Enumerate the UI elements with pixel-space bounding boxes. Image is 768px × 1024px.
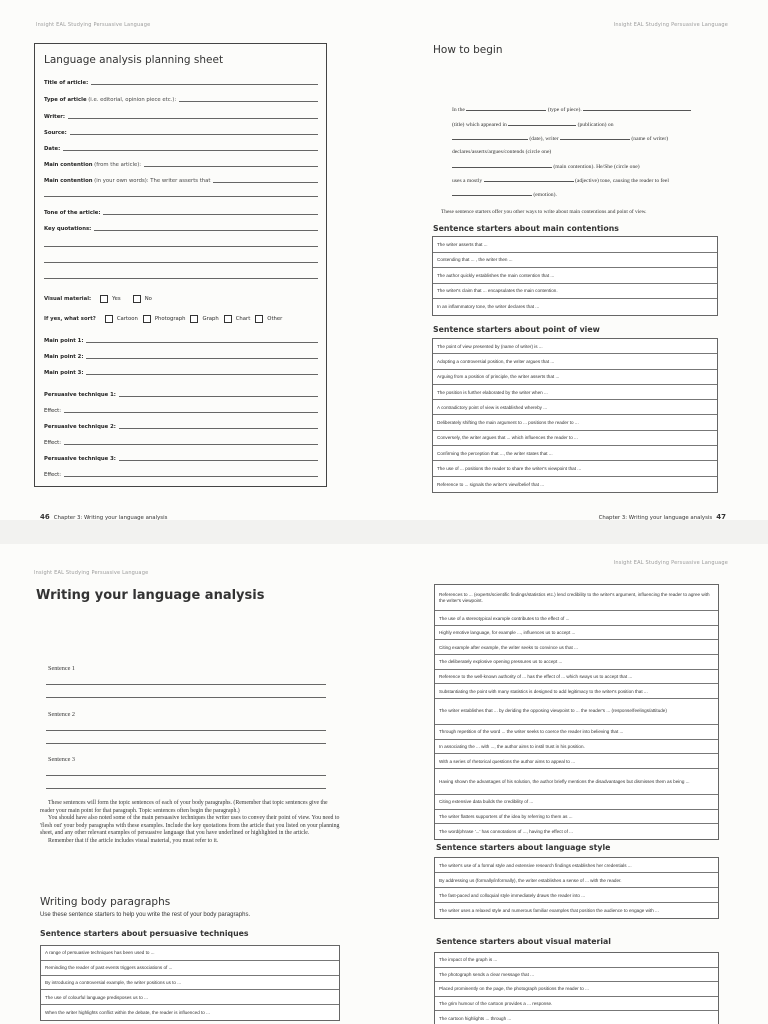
sentence-starter-row: Reminding the reader of past events triggers associations of ... (41, 961, 339, 976)
field-main-point-1[interactable]: Main point 1: (44, 334, 318, 344)
sentence-starter-row: Placed prominently on the page, the photograph positions the reader to ... (435, 982, 718, 997)
page-46 (0, 0, 384, 520)
sentence-starter-row: Citing example after example, the writer seeks to convince us that ... (435, 640, 718, 655)
sentence-starter-row: Reference to the well-known authority of ... has the effect of ... which sways us to accept that ... (435, 670, 718, 685)
answer-line[interactable] (46, 775, 326, 776)
point-of-view-heading: Sentence starters about point of view (433, 325, 600, 334)
sentence-1-label: Sentence 1 (48, 665, 75, 672)
sentence-starter-row: The author quickly establishes the main contention that ... (433, 268, 717, 284)
visual-type-row: If yes, what sort? Cartoon Photograph Graph Chart Other (44, 316, 283, 322)
page-footer: 46 Chapter 3: Writing your language analysis (40, 513, 168, 520)
answer-line[interactable] (46, 730, 326, 731)
field-effect-2[interactable]: Effect: (44, 436, 318, 446)
sentence-starter-row: The use of a stereotypical example contributes to the effect of ... (435, 611, 718, 626)
sentence-starter-row: The grim humour of the cartoon provides a ... response. (435, 997, 718, 1012)
visual-material-table (434, 952, 719, 1024)
sentence-starter-row: Conversely, the writer argues that ... which influences the reader to ... (433, 431, 717, 446)
visual-material-row: Visual material: Yes No (44, 296, 152, 302)
field-main-point-3[interactable]: Main point 3: (44, 366, 318, 376)
field-effect-3[interactable]: Effect: (44, 468, 318, 478)
sentence-starter-row: Citing extensive data builds the credibility of ... (435, 795, 718, 810)
sentence-starter-row: Adopting a controversial position, the writer argues that ... (433, 354, 717, 369)
field-date[interactable]: Date: (44, 142, 318, 152)
field-main-contention[interactable]: Main contention (from the article): (44, 158, 318, 168)
running-head: Insight EAL Studying Persuasive Language (613, 560, 728, 566)
answer-line[interactable] (46, 743, 326, 744)
template-line-5: (main contention). He/She (circle one) (452, 163, 640, 170)
writing-body-paragraphs-subtitle: Use these sentence starters to help you write the rest of your body paragraphs. (40, 912, 251, 918)
template-line-3: (date), writer (name of writer) (452, 135, 668, 142)
sentence-starter-row: The position is further elaborated by the writer when ... (433, 385, 717, 400)
cartoon-checkbox[interactable] (105, 315, 113, 323)
planning-sheet (34, 43, 327, 487)
yes-checkbox[interactable] (100, 295, 108, 303)
main-contentions-table (432, 236, 718, 316)
language-style-heading: Sentence starters about language style (436, 843, 611, 852)
field-effect-1[interactable]: Effect: (44, 404, 318, 414)
field-technique-1[interactable]: Persuasive technique 1: (44, 388, 318, 398)
sentence-starter-row: References to ... (experts/scientific findings/statistics etc.) lend credibility to the writer's argument, influencing the reader to agree with the writer's viewpoint. (435, 585, 718, 611)
techniques-heading: Sentence starters about persuasive techniques (40, 929, 249, 938)
field-tone[interactable]: Tone of the article: (44, 206, 318, 216)
sentence-starter-row: The writer establishes that ... by deriding the opposing viewpoint to ... the reader's ... (response/feelings/attitude) (435, 699, 718, 725)
running-head: Insight EAL Studying Persuasive Language (34, 570, 149, 576)
sentence-starter-row: The writer's use of a formal style and extensive research findings establishes her credentials ... (435, 858, 718, 873)
sentence-starter-row: In associating the ... with ..., the author aims to instil trust in his position. (435, 740, 718, 755)
answer-line[interactable] (46, 684, 326, 685)
blank-line[interactable] (44, 278, 318, 279)
field-key-quotations[interactable]: Key quotations: (44, 222, 318, 232)
sentence-starter-row: The writer's claim that ... encapsulates the main contention. (433, 284, 717, 300)
body-text (40, 800, 340, 846)
sentence-starter-row: Confirming the perception that ..., the writer states that ... (433, 446, 717, 461)
sentence-starter-row: Contending that ... , the writer then ... (433, 253, 717, 269)
sentence-3-label: Sentence 3 (48, 756, 75, 763)
sentence-starter-row: A range of persuasive techniques has been used to ... (41, 946, 339, 961)
sentence-starter-row: The writer uses a relaxed style and numerous familiar examples that position the audience to engage with ... (439, 908, 659, 913)
field-main-point-2[interactable]: Main point 2: (44, 350, 318, 360)
chart-checkbox[interactable] (224, 315, 232, 323)
sentence-starter-row: In an inflammatory tone, the writer declares that ... (437, 304, 540, 310)
running-head: Insight EAL Studying Persuasive Language (613, 22, 728, 28)
field-title[interactable]: Title of article: (44, 76, 318, 86)
field-main-contention-own[interactable]: Main contention (in your own words): The writer asserts that (44, 174, 318, 184)
sentence-starter-row: The writer flatters supporters of the idea by referring to them as ... (435, 810, 718, 825)
field-type[interactable]: Type of article (i.e. editorial, opinion piece etc.): (44, 93, 318, 103)
sheet-title: Language analysis planning sheet (44, 54, 224, 66)
sentence-starter-row: The fast-paced and colloquial style immediately draws the reader into ... (435, 888, 718, 903)
page-gap (0, 520, 768, 544)
template-line-4: declares/asserts/argues/contends (circle one) (452, 149, 552, 155)
sentence-2-label: Sentence 2 (48, 711, 75, 718)
other-checkbox[interactable] (255, 315, 263, 323)
techniques-continued-table (434, 584, 719, 840)
body-paragraph: These sentences will form the topic sentences of each of your body paragraphs. (Remember that topic sentences give the reader your main point for that paragraph. Topic sentences often begin the paragraph.) (40, 800, 328, 814)
sentence-starter-row: The photograph sends a clear message that ... (435, 968, 718, 983)
sentence-starter-row: The impact of the graph is ... (435, 953, 718, 968)
language-style-table (434, 857, 719, 919)
sentence-starter-row: A contradictory point of view is established whereby ... (433, 400, 717, 415)
sentence-starter-row: Arguing from a position of principle, the writer asserts that ... (433, 370, 717, 385)
sentence-starter-row: The cartoon highlights ... through ... (439, 1015, 512, 1021)
sentence-starter-row: Having shown the advantages of his solution, the author briefly mentions the disadvantages but dismisses them as being ... (435, 769, 718, 795)
field-writer[interactable]: Writer: (44, 110, 318, 120)
field-technique-3[interactable]: Persuasive technique 3: (44, 452, 318, 462)
blank-line[interactable] (44, 262, 318, 263)
sentence-starter-note: These sentence starters offer you other ways to write about main contentions and point of view. (441, 209, 647, 215)
graph-checkbox[interactable] (190, 315, 198, 323)
blank-line[interactable] (44, 246, 318, 247)
blank-line[interactable] (44, 196, 318, 197)
field-technique-2[interactable]: Persuasive technique 2: (44, 420, 318, 430)
techniques-table (40, 945, 340, 1021)
sentence-starter-row: The deliberately explosive opening pressures us to accept ... (435, 655, 718, 670)
template-line-6: uses a mostly (adjective) tone, causing the reader to feel (452, 178, 669, 184)
template-line-7: (emotion). (452, 191, 557, 198)
running-head: Insight EAL Studying Persuasive Language (36, 22, 151, 28)
sentence-starter-row: Highly emotive language, for example ..., influences us to accept ... (435, 626, 718, 641)
body-paragraph: Remember that if the article includes visual material, you must refer to it. (48, 837, 219, 844)
page-47 (384, 0, 768, 520)
no-checkbox[interactable] (133, 295, 141, 303)
sentence-starter-row: Reference to ... signals the writer's view/belief that ... (437, 481, 545, 487)
sentence-starter-row: The word/phrase '...' has connotations of ..., having the effect of ... (439, 829, 573, 835)
template-line-2: (title) which appeared in (publication) on (452, 122, 614, 128)
template-line-1: In the (type of piece). (452, 106, 691, 113)
page-footer: Chapter 3: Writing your language analysis 47 (598, 513, 726, 520)
sentence-starter-row: When the writer highlights conflict within the debate, the reader is influenced to ... (45, 1010, 210, 1016)
writing-body-paragraphs-title: Writing body paragraphs (40, 896, 171, 908)
main-contentions-heading: Sentence starters about main contentions (433, 224, 619, 233)
sentence-starter-row: The point of view presented by (name of writer) is ... (433, 339, 717, 354)
sentence-starter-row: Substantiating the point with many statistics is designed to add legitimacy to the writer's position that ... (435, 684, 718, 699)
sentence-starter-row: The use of colourful language predisposes us to ... (41, 990, 339, 1005)
field-source[interactable]: Source: (44, 126, 318, 136)
sentence-starter-row: With a series of rhetorical questions the author aims to appeal to ... (435, 754, 718, 769)
point-of-view-table (432, 338, 718, 493)
sentence-starter-row: By addressing us (formally/informally), the writer establishes a sense of ... with the reader. (435, 873, 718, 888)
sentence-starter-row: Through repetition of the word ... the writer seeks to coerce the reader into believing that ... (435, 725, 718, 740)
writing-title: Writing your language analysis (36, 588, 265, 603)
answer-line[interactable] (46, 697, 326, 698)
sentence-starter-row: Deliberately shifting the main argument to ... positions the reader to ... (433, 415, 717, 430)
body-paragraph: You should have also noted some of the main persuasive techniques the writer uses to convey their point of view. You need to 'flesh out' your body paragraphs with these examples. Include the key quotations from the article that you listed on your planning sheet, and any other relevant examples of persuasive language that you have underlined or highlighted in the article. (40, 815, 340, 837)
photograph-checkbox[interactable] (143, 315, 151, 323)
answer-line[interactable] (46, 788, 326, 789)
sentence-starter-row: The use of ... positions the reader to share the writer's viewpoint that ... (433, 461, 717, 476)
sentence-starter-row: The writer asserts that ... (433, 237, 717, 253)
sentence-starter-row: By introducing a controversial example, the writer positions us to ... (41, 976, 339, 991)
visual-material-heading: Sentence starters about visual material (436, 937, 611, 946)
how-to-begin-title: How to begin (433, 44, 503, 56)
